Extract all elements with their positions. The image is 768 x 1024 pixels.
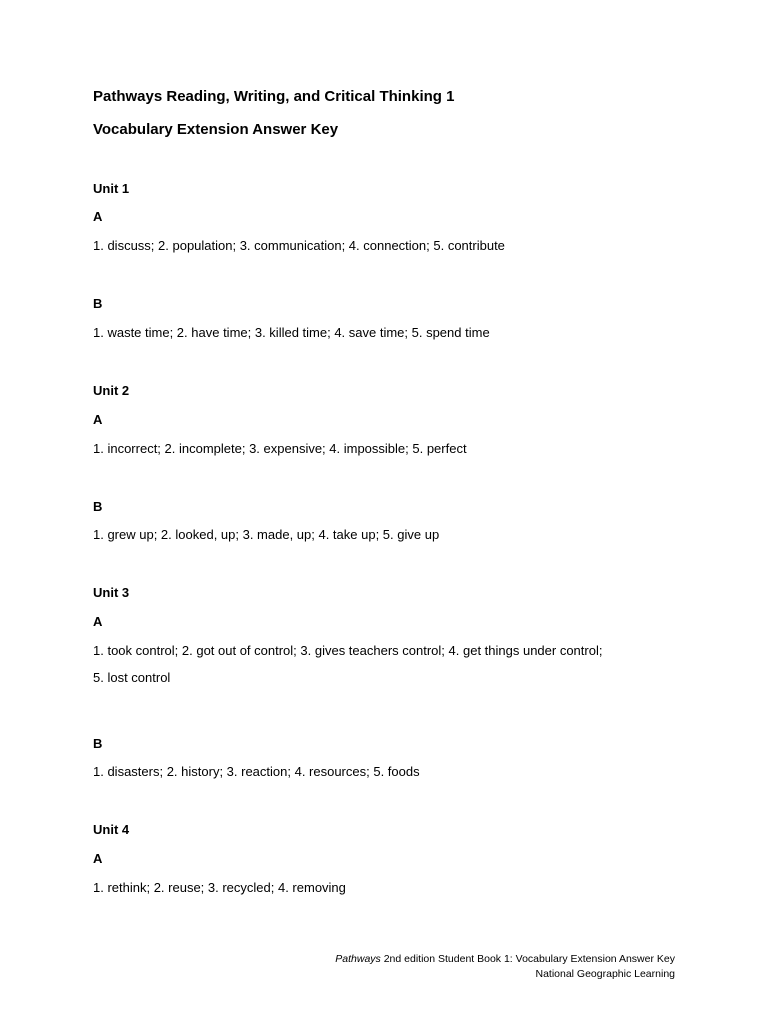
footer-book-line <box>335 952 675 967</box>
section-letter: A <box>93 851 103 866</box>
answer-line: 1. incorrect; 2. incomplete; 3. expensive; 4. impossible; 5. perfect <box>93 441 467 456</box>
answer-line: 1. discuss; 2. population; 3. communication; 4. connection; 5. contribute <box>93 238 505 253</box>
footer-book-description: 2nd edition Student Book 1: Vocabulary Extension Answer Key <box>380 953 675 965</box>
unit-heading: Unit 4 <box>93 822 130 837</box>
section-letter: B <box>93 736 103 751</box>
answer-line: 1. rethink; 2. reuse; 3. recycled; 4. removing <box>93 880 346 895</box>
section-letter: A <box>93 412 103 427</box>
unit-heading: Unit 1 <box>93 181 130 196</box>
section-letter: B <box>93 296 103 311</box>
document-title: Pathways Reading, Writing, and Critical Thinking 1 <box>93 88 455 105</box>
answer-line: 1. grew up; 2. looked, up; 3. made, up; 4. take up; 5. give up <box>93 527 440 542</box>
answer-line: 1. took control; 2. got out of control; 3. gives teachers control; 4. get things under control; <box>93 643 603 658</box>
footer-book-title: Pathways <box>335 953 381 965</box>
section-letter: A <box>93 209 103 224</box>
unit-heading: Unit 2 <box>93 383 130 398</box>
footer-publisher: National Geographic Learning <box>535 968 675 980</box>
document-subtitle: Vocabulary Extension Answer Key <box>93 121 339 138</box>
section-letter: A <box>93 614 103 629</box>
answer-line: 1. disasters; 2. history; 3. reaction; 4. resources; 5. foods <box>93 764 420 779</box>
page-footer <box>335 952 675 982</box>
answer-line-continued: 5. lost control <box>93 670 171 685</box>
section-letter: B <box>93 499 103 514</box>
unit-heading: Unit 3 <box>93 585 130 600</box>
answer-line: 1. waste time; 2. have time; 3. killed time; 4. save time; 5. spend time <box>93 325 490 340</box>
